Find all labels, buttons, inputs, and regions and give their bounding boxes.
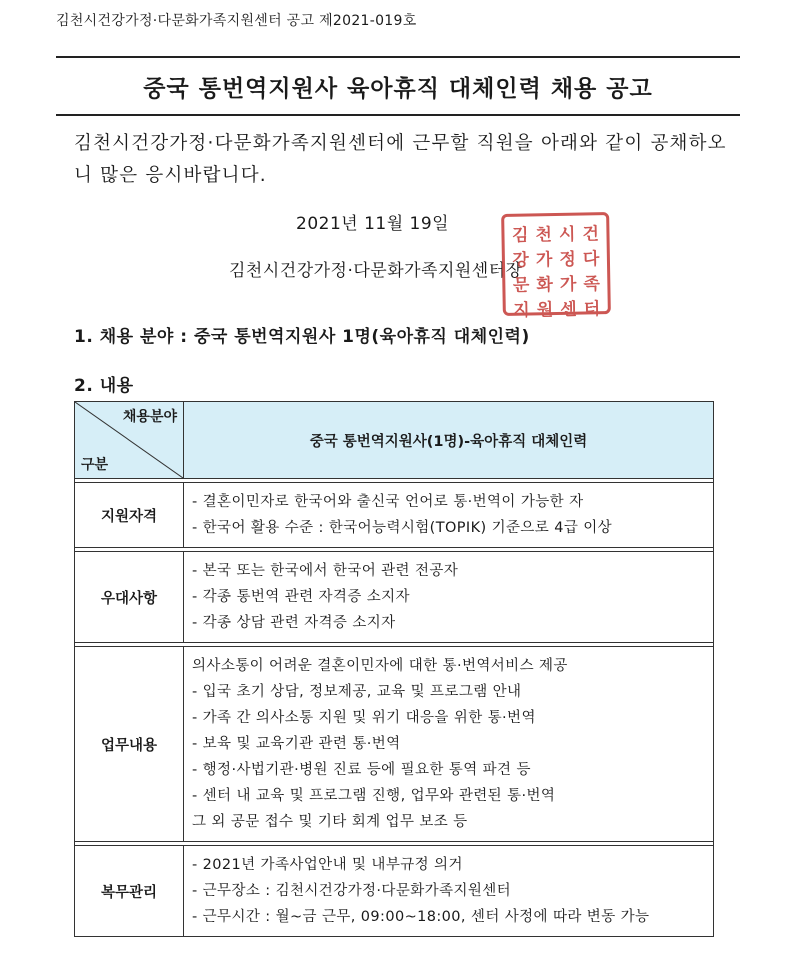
seal-glyph: 화	[536, 275, 554, 296]
row-content	[184, 483, 714, 548]
seal-glyph: 원	[536, 300, 554, 321]
header-label-category: 구분	[81, 457, 109, 473]
list-item: - 본국 또는 한국에서 한국어 관련 전공자	[192, 563, 459, 579]
row-content	[184, 647, 714, 842]
list-item: - 가족 간 의사소통 지원 및 위기 대응을 위한 통·번역	[192, 710, 536, 726]
seal-glyph: 터	[583, 299, 601, 320]
seal-glyph: 다	[582, 249, 600, 270]
title-box	[56, 56, 740, 116]
row-content	[184, 846, 714, 937]
seal-glyph: 건	[582, 224, 600, 245]
row-label: 우대사항	[75, 552, 184, 643]
seal-glyph: 김	[511, 225, 529, 246]
table-row	[75, 483, 714, 548]
seal-glyph: 정	[559, 249, 577, 270]
list-item: - 각종 통번역 관련 자격증 소지자	[192, 589, 410, 605]
list-item: - 근무시간 : 월~금 근무, 09:00~18:00, 센터 사정에 따라 변동 가능	[192, 909, 650, 925]
list-item: 그 외 공문 접수 및 기타 회계 업무 보조 등	[192, 814, 468, 830]
page-title: 중국 통번역지원사 육아휴직 대체인력 채용 공고	[143, 75, 653, 102]
list-item: - 2021년 가족사업안내 및 내부규정 의거	[192, 857, 463, 873]
seal-glyph: 가	[535, 250, 553, 271]
list-item: - 근무장소 : 김천시건강가정·다문화가족지원센터	[192, 883, 512, 899]
list-item: - 센터 내 교육 및 프로그램 진행, 업무와 관련된 통·번역	[192, 788, 556, 804]
list-item: - 입국 초기 상담, 정보제공, 교육 및 프로그램 안내	[192, 684, 522, 700]
table-row	[75, 846, 714, 937]
seal-glyph: 센	[560, 299, 577, 320]
row-content	[184, 552, 714, 643]
header-value-cell: 중국 통번역지원사(1명)-육아휴직 대체인력	[184, 402, 714, 479]
seal-glyph: 문	[512, 275, 530, 296]
seal-glyph: 족	[583, 274, 601, 295]
intro-text: 김천시건강가정·다문화가족지원센터에 근무할 직원을 아래와 같이 공채하오니 많은 응시바랍니다.	[74, 133, 727, 186]
section-heading-recruitment-field: 1. 채용 분야 : 중국 통번역지원사 1명(육아휴직 대체인력)	[74, 327, 530, 347]
section-heading-contents: 2. 내용	[74, 376, 134, 396]
list-item: - 한국어 활용 수준 : 한국어능력시험(TOPIK) 기준으로 4급 이상	[192, 520, 613, 536]
official-seal-stamp	[501, 212, 611, 321]
seal-glyph: 지	[513, 300, 530, 321]
row-label: 복무관리	[75, 846, 184, 937]
notice-number: 김천시건강가정·다문화가족지원센터 공고 제2021-019호	[56, 13, 417, 29]
list-item: - 각종 상담 관련 자격증 소지자	[192, 615, 396, 631]
notice-date: 2021년 11월 19일	[296, 214, 450, 234]
table-row	[75, 552, 714, 643]
seal-glyph: 가	[559, 274, 577, 295]
list-item: 의사소통이 어려운 결혼이민자에 대한 통·번역서비스 제공	[192, 658, 568, 674]
seal-glyph: 강	[512, 250, 530, 271]
list-item: - 행정·사법기관·병원 진료 등에 필요한 통역 파견 등	[192, 762, 531, 778]
table-header-row	[75, 402, 714, 479]
list-item: - 결혼이민자로 한국어와 출신국 언어로 통·번역이 가능한 자	[192, 494, 584, 510]
recruitment-details-table	[74, 401, 714, 937]
header-corner-cell	[75, 402, 184, 479]
table-row	[75, 647, 714, 842]
seal-glyph: 천	[535, 225, 553, 246]
seal-glyph: 시	[558, 224, 576, 245]
signer-name: 김천시건강가정·다문화가족지원센터장	[229, 261, 523, 281]
header-label-field: 채용분야	[122, 409, 177, 425]
row-label: 지원자격	[75, 483, 184, 548]
row-label: 업무내용	[75, 647, 184, 842]
list-item: - 보육 및 교육기관 관련 통·번역	[192, 736, 401, 752]
